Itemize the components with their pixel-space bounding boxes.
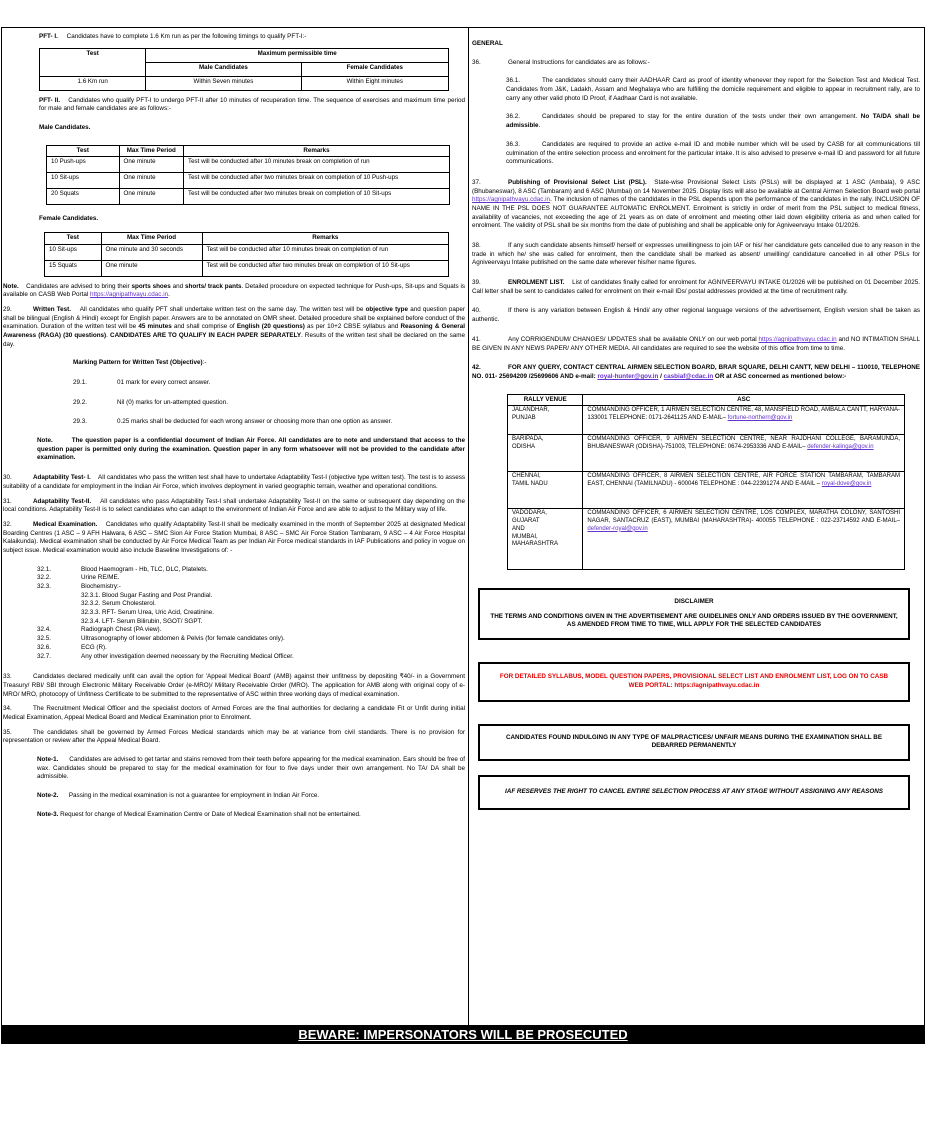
disclaimer-title: DISCLAIMER xyxy=(674,598,714,606)
p30-text: All candidates who pass the written test shall have to undertake Adaptability Test-I (objective type written test). The test is to assess suitability of a candidate for employment in the Indian Air Force, which involves deployment in varied geographic terrain, weather and operational conditions. xyxy=(3,474,465,490)
pft1-label: PFT- I. xyxy=(39,33,58,40)
male-heading xyxy=(3,124,465,133)
pft2-paragraph xyxy=(3,97,465,114)
table-row xyxy=(508,472,905,509)
contact-email-link[interactable]: royal-hunter@gov.in xyxy=(597,372,659,380)
p39-paragraph xyxy=(472,279,920,296)
p29-text: as per 10+2 CBSE syllabus and xyxy=(304,323,401,331)
asc-address: COMMANDING OFFICER, 6 AIRMEN SELECTION CENTRE, LOS COMPLEX, MARATHA COLONY, SANTOSHI NAGAR, SANTACRUZ (EAST), MUMBAI (MAHARASHTRA)- 400055 TELEPHONE : 022-23714592 AND E-MAIL– xyxy=(587,510,900,524)
note-text: . Detailed procedure on expected technique for Push-ups, Sit-ups and Squats is available on CASB Web Portal xyxy=(3,282,465,299)
list-item xyxy=(37,653,465,662)
p35-note3 xyxy=(3,811,465,820)
table-cell: 10 Sit-ups xyxy=(45,244,102,260)
pft2-text: Candidates who qualify PFT-I to undergo PFT-II after 10 minutes of recuperation time. The sequence of exercises and maximum time period for male and female candidates are as follows:- xyxy=(39,96,466,113)
p41-text: Any CORRIGENDUM/ CHANGES/ UPDATES shall be available ONLY on our web portal xyxy=(508,335,759,343)
item-text: Any other investigation deemed necessary by the Recruiting Medical Officer. xyxy=(81,652,294,660)
table-cell xyxy=(508,406,583,435)
table-cell xyxy=(508,509,583,570)
p31-title: Adaptability Test-II. xyxy=(33,497,92,505)
table-cell: One minute xyxy=(119,157,183,173)
p37-text: . The inclusion of names of the candidates in the PSL depends upon the performance of the candidates in the rally. INCLUSION OF NAME IN THE PSL DOES NOT GUARANTEE AUTOMATIC ENROLMENT. Enrolment is strictly in order of merit from the PSL subject to medical fitness, availability of vacancies, not exceeding the age of 21 years as on date of enrolment and meeting other laid down eligibility criteria as and when called for enrolment. The validity of PSL shall be six months from the date of publishing and shall be applicable only for Agniveervayu Intake 01/2026. xyxy=(472,196,920,230)
p39-title: ENROLMENT LIST. xyxy=(508,279,565,287)
table-row xyxy=(47,173,450,189)
p29-bold: English (20 questions) xyxy=(236,323,305,331)
p362-text: Candidates should be prepared to stay for the entire duration of the tests under their own arrangement. xyxy=(542,113,861,121)
p36-number: 36. xyxy=(472,58,481,66)
p29-note-text: The question paper is a confidential document of Indian Air Force. All candidates are to note and understand that access to the question paper is permitted only during the examination. Question paper in any form whatsoever will not be provided to the candidate after examination. xyxy=(37,437,465,462)
venue-line: ODISHA xyxy=(512,443,536,450)
table-cell: One minute xyxy=(101,260,202,276)
venue-line: CHENNAI, xyxy=(512,473,541,480)
item-text: Blood Haemogram - Hb, TLC, DLC, Platelets. xyxy=(81,565,208,573)
item-text: 32.3.3. RFT- Serum Urea, Uric Acid, Creatinine. xyxy=(81,609,214,617)
contact-email-link[interactable]: casbiaf@cdac.in xyxy=(663,372,714,380)
p362-paragraph xyxy=(472,113,920,130)
list-item xyxy=(37,644,465,653)
p35-number: 35. xyxy=(3,728,12,736)
venue-line: VADODARA, xyxy=(512,510,547,517)
malpractice-text: CANDIDATES FOUND INDULGING IN ANY TYPE OF MALPRACTICES/ UNFAIR MEANS DURING THE EXAMINATION SHALL BE DEBARRED PERMANENTLY xyxy=(505,733,883,750)
p33-text: Candidates declared medically unfit can avail the option for 'Appeal Medical Board' (AMB) against their unfitness by depositing ₹40/- in a Government Treasury/ RBI/ SBI through Electronic Military Receivable Order (e-MRO)/ Military Receivable Order (MRO). The application for AMB along with original copy of e-MRO/ MRO, photocopy of Unfitness Certificate to be submitted to the representative of ASC within three working days of medical examination. xyxy=(3,673,465,698)
table-cell: One minute xyxy=(119,189,183,205)
female-heading xyxy=(3,215,465,224)
p37-number: 37. xyxy=(472,178,481,186)
p29-bold: CANDIDATES ARE TO QUALIFY IN EACH PAPER SEPARATELY xyxy=(110,331,302,339)
iaf-rights-box xyxy=(478,775,910,810)
venue-line: PUNJAB xyxy=(512,414,536,421)
asc-address: COMMANDING OFFICER, 1 AIRMEN SELECTION CENTRE, 48, MANSFIELD ROAD, AMBALA CANTT, HARYANA- 133001 TELEPHONE: 0171-2641125 AND E-MAIL– xyxy=(587,407,900,421)
p35-text: The candidates shall be governed by Armed Forces Medical standards which may be at variance from civil standards. There is no provision for representation or review after the Appeal Medical Board. xyxy=(3,728,465,745)
item-text: 01 mark for every correct answer. xyxy=(117,379,211,387)
table-row xyxy=(45,260,449,276)
female-header-time: Max Time Period xyxy=(101,232,202,244)
asc-address: COMMANDING OFFICER, 9 AIRMEN SELECTION CENTRE, NEAR RAJDHANI COLLEGE, BARAMUNDA, BHUBANESWAR (ODISHA)-751003, TELEPHONE: 0674-2953336 AND E-MAIL– xyxy=(587,436,900,450)
note2-label: Note-2. xyxy=(37,792,59,800)
p29-paragraph xyxy=(3,306,465,349)
p30-paragraph xyxy=(3,474,465,491)
item-text: 32.3.4. LFT- Serum Bilirubin, SGOT/ SGPT. xyxy=(81,617,203,625)
p32-text: Candidates who qualify Adaptability Test-II shall be medically examined in the month of September 2025 at designated Medical Boarding Centres (1 ASC – 9 AFH Halwara, 6 ASC – SMC Sion Air Force Station Mumbai, 8 ASC – SMC Air Force Station Tambaram, 9 ASC – 4 Air Force Hospital Kalaikunda). Medical examination shall be conducted by Air Force Medical Team as per Indian Air Force medical standards in IAF Publications and policy in vogue on subject issue. Medical examination would also include Baseline Investigations of: - xyxy=(3,520,465,554)
venue-line: MUMBAI, xyxy=(512,533,538,540)
updates-portal-link[interactable]: https://agnipathvayu.cdac.in xyxy=(758,335,837,343)
p38-paragraph xyxy=(472,242,920,268)
p40-text: If there is any variation between English & Hindi/ any other regional language versions of the advertisement, English version shall be taken as authentic. xyxy=(472,307,920,324)
venue-line: GUJARAT xyxy=(512,517,540,524)
column-divider xyxy=(468,27,469,1026)
note-bold: sports shoes xyxy=(131,282,171,290)
female-heading-text: Female Candidates. xyxy=(39,215,99,223)
asc-email-link[interactable]: royal-dove@gov.in xyxy=(821,480,872,487)
venue-line: JALANDHAR, xyxy=(512,407,550,414)
p34-text: The Recruitment Medical Officer and the specialist doctors of Armed Forces are the final authorities for declaring a candidate Fit or Unfit during initial Medical Examination, Appeal Medical Board and Medical Examination prior to Enrolment. xyxy=(3,705,465,721)
venue-line: BARIPADA, xyxy=(512,436,544,443)
beware-text: BEWARE: IMPERSONATORS WILL BE PROSECUTED xyxy=(298,1027,628,1042)
note2-text: Passing in the medical examination is not a guarantee for employment in Indian Air Force. xyxy=(68,792,320,800)
item-text: 32.3.1. Blood Sugar Fasting and Post Prandial. xyxy=(81,591,213,599)
p361-text: The candidates should carry their AADHAAR Card as proof of identity whenever they report for the Selection Test and Medical Test. Candidates from J&K, Ladakh, Assam and Meghalaya who are fulfilling the domicile requirement and eligible to appear in recruitment rally, are to carry any other valid photo ID Proof, if Aadhaar Card is not available. xyxy=(506,77,920,102)
list-item xyxy=(37,618,465,627)
female-header-test: Test xyxy=(45,232,102,244)
item-text: ECG (R). xyxy=(81,643,107,651)
list-item xyxy=(37,583,465,592)
marking-suffix: :- xyxy=(202,359,207,367)
pft1-header-female: Female Candidates xyxy=(301,62,448,76)
left-column xyxy=(3,33,465,825)
table-cell xyxy=(508,472,583,509)
item-number: 32.6. xyxy=(37,643,52,651)
p29-bold: 45 minutes xyxy=(138,323,172,331)
table-cell xyxy=(508,435,583,472)
p30-number: 30. xyxy=(3,474,12,482)
item-text: 0.25 marks shall be deducted for each wrong answer or choosing more than one option as answer. xyxy=(117,418,393,426)
p41-paragraph xyxy=(472,336,920,353)
general-heading-text: GENERAL xyxy=(472,40,503,47)
asc-email-link[interactable]: defender-royal@gov.in xyxy=(587,525,648,532)
p35-note2 xyxy=(3,792,465,801)
pft1-header-male: Male Candidates xyxy=(146,62,301,76)
p32-paragraph xyxy=(3,521,465,556)
table-cell: Test will be conducted after two minutes break on completion of 10 Push-ups xyxy=(184,173,450,189)
note1-label: Note-1. xyxy=(37,756,59,764)
p35-paragraph xyxy=(3,729,465,746)
item-text: Biochemistry:- xyxy=(81,583,121,591)
table-cell: 20 Squats xyxy=(47,189,120,205)
venue-line: TAMIL NADU xyxy=(512,480,548,487)
table-cell: Within Seven minutes xyxy=(146,76,301,90)
item-text: 32.3.2. Serum Cholesterol. xyxy=(81,600,156,608)
table-row xyxy=(508,406,905,435)
p29-number: 29. xyxy=(3,305,12,313)
p362-bold: No TA/DA shall be admissible xyxy=(506,113,920,130)
table-cell: 10 Sit-ups xyxy=(47,173,120,189)
p363-paragraph xyxy=(472,141,920,167)
beware-banner xyxy=(1,1026,925,1044)
table-cell: Test will be conducted after 10 minutes break on completion of run xyxy=(202,244,448,260)
pft1-table xyxy=(39,48,449,91)
p36-text: General Instructions for candidates are as follows:- xyxy=(508,58,650,66)
p42-paragraph xyxy=(472,364,920,381)
p36-paragraph xyxy=(472,59,920,68)
list-item xyxy=(37,609,465,618)
female-table xyxy=(44,232,449,277)
rally-header-asc: ASC xyxy=(583,394,905,406)
asc-email-link[interactable]: fortune-northern@gov.in xyxy=(727,414,793,421)
item-number: 32.2. xyxy=(37,574,52,582)
casb-portal-link[interactable]: https://agnipathvayu.cdac.in xyxy=(90,291,169,299)
p42-text: OR at ASC concerned as mentioned below:- xyxy=(713,372,847,380)
p39-text: List of candidates finally called for enrolment for AGNIVEERVAYU INTAKE 01/2026 will be published on 01 December 2025. Call letter shall be sent to candidates called for enrolment on their e-mail IDs/ postal addresses provided at the time of recruitment rally. xyxy=(472,279,921,295)
p33-number: 33. xyxy=(3,673,12,681)
table-cell: One minute and 30 seconds xyxy=(101,244,202,260)
note-text: . xyxy=(168,291,170,299)
table-cell: Test will be conducted after two minutes break on completion of 10 Sit-ups xyxy=(202,260,448,276)
male-table xyxy=(46,145,450,206)
table-cell: 10 Push-ups xyxy=(47,157,120,173)
marking-title: Marking Pattern for Written Test (Objective) xyxy=(73,359,203,367)
p30-title: Adaptability Test- I. xyxy=(33,474,91,482)
syllabus-box xyxy=(478,662,910,701)
item-number: 32.5. xyxy=(37,635,52,643)
p35-note1 xyxy=(3,756,465,782)
table-row xyxy=(508,509,905,570)
p32-title: Medical Examination. xyxy=(33,520,98,528)
right-column xyxy=(472,33,920,810)
p363-number: 36.3. xyxy=(506,140,521,148)
table-cell xyxy=(583,509,905,570)
table-cell: 1.6 Km run xyxy=(40,76,146,90)
p38-number: 38. xyxy=(472,242,481,249)
p39-number: 39. xyxy=(472,279,481,287)
note3-text: Request for change of Medical Examination Centre or Date of Medical Examination shall not be entertained. xyxy=(60,810,361,818)
male-heading-text: Male Candidates. xyxy=(39,124,91,132)
table-cell: Test will be conducted after two minutes break on completion of 10 Sit-ups xyxy=(184,189,450,205)
p29-text: and question paper shall be bilingual (English & Hindi) except for English paper. Answers are to be annotated on OMR sheet. Detailed procedure shall be explained before conduct of the examination. Duration of the written test will be xyxy=(3,305,466,331)
item-text: Ultrasonography of lower abdomen & Pelvis (for female candidates only). xyxy=(81,635,285,643)
p41-text: and NO INTIMATION SHALL BE GIVEN IN ANY NEWS PAPER/ ANY OTHER MEDIA. All candidates are required to see the website of this office from time to time. xyxy=(472,335,920,352)
pft1-text: Candidates have to complete 1.6 Km run as per the following timings to qualify PFT-I:- xyxy=(66,33,307,40)
note1-text: Candidates are advised to get tartar and stains removed from their teeth before appearing for the medical examination. Ears should be free of wax. Candidates should be prepared to stay for the medical examination for four to five days under their own arrangement. No TA/ DA shall be admissible. xyxy=(37,756,465,781)
table-row xyxy=(47,157,450,173)
p38-text: If any such candidate absents himself/ herself or expresses unwillingness to join IAF or his/ her candidature gets cancelled due to any reason in the trade in which he/ she was called for enrolment, then the candidate shall be marked as absent/ unwilling/ candidature cancelled in all other PSLs for Agniveervayu Intake published on the same date wherever his/her name figures. xyxy=(472,242,920,267)
female-header-remarks: Remarks xyxy=(202,232,448,244)
item-number: 29.3. xyxy=(73,418,88,426)
note-text: and xyxy=(170,282,185,290)
p361-paragraph xyxy=(472,77,920,103)
pft1-paragraph xyxy=(3,33,465,42)
item-number: 29.1. xyxy=(73,379,88,387)
p34-number: 34. xyxy=(3,705,12,713)
p29-bold: objective type xyxy=(365,305,409,313)
note-bold: shorts/ track pants xyxy=(185,282,242,290)
note-paragraph xyxy=(3,283,465,300)
p362-end: . xyxy=(538,122,541,130)
pft1-header-test: Test xyxy=(40,48,146,76)
list-item xyxy=(37,574,465,583)
p362-number: 36.2. xyxy=(506,113,521,121)
pft1-header-max: Maximum permissible time xyxy=(146,48,449,62)
p34-paragraph xyxy=(3,705,465,722)
list-item xyxy=(37,635,465,644)
pft2-label: PFT- II. xyxy=(39,96,60,104)
item-text: Radiograph Chest (PA view). xyxy=(81,626,162,634)
male-header-time: Max Time Period xyxy=(119,145,183,157)
table-cell xyxy=(583,472,905,509)
note-label: Note. xyxy=(3,282,19,290)
p29-title: Written Test. xyxy=(33,305,71,313)
item-number: 32.3. xyxy=(37,583,52,591)
table-cell: Within Eight minutes xyxy=(301,76,448,90)
p40-paragraph xyxy=(472,307,920,324)
table-row xyxy=(508,435,905,472)
table-row xyxy=(40,76,449,90)
malpractice-box xyxy=(478,724,910,761)
male-header-test: Test xyxy=(47,145,120,157)
p29-note xyxy=(3,437,465,463)
list-item xyxy=(37,592,465,601)
venue-line: MAHARASHTRA xyxy=(512,541,559,548)
table-cell: Test will be conducted after 10 minutes break on completion of run xyxy=(184,157,450,173)
item-number: 29.2. xyxy=(73,398,88,406)
p40-number: 40. xyxy=(472,307,481,315)
p42-text: FOR ANY QUERY, CONTACT CENTRAL AIRMEN SELECTION BOARD, BRAR SQUARE, DELHI CANTT, NEW DELHI – 110010, TELEPHONE NO. 011- 25694209 /25699606 AND e-mail: xyxy=(472,364,920,380)
table-cell xyxy=(583,435,905,472)
p32-number: 32. xyxy=(3,520,12,528)
psl-portal-link[interactable]: https://agnipathvayu.cdac.in xyxy=(472,196,551,204)
item-text: Urine RE/ME. xyxy=(81,574,120,582)
list-item xyxy=(37,566,465,575)
p37-text: State-wise Provisional Select Lists (PSLs) will be displayed at 1 ASC (Ambala), 9 ASC (Bhubaneswar), 8 ASC (Tambaram) and 6 ASC (Mumbai) on 14 November 2025. Display lists will also be available at Central Airmen Selection Board web portal xyxy=(472,178,920,195)
rally-header-venue: RALLY VENUE xyxy=(508,394,583,406)
iaf-rights-text: IAF RESERVES THE RIGHT TO CANCEL ENTIRE SELECTION PROCESS AT ANY STAGE WITHOUT ASSIGNING ANY REASONS xyxy=(505,787,883,795)
asc-address: COMMANDING OFFICER, 8 AIRMEN SELECTION CENTRE, AIR FORCE STATION TAMBARAM, TAMBARAM EAST, CHENNAI (TAMILNADU) - 600046 TELEPHONE : 044-22391274 AND E-MAIL – xyxy=(587,473,900,487)
p32-investigations xyxy=(3,566,465,662)
p31-paragraph xyxy=(3,498,465,515)
table-row xyxy=(45,244,449,260)
list-item xyxy=(3,379,465,388)
table-cell: 15 Squats xyxy=(45,260,102,276)
p29-text: . xyxy=(106,331,111,339)
p361-number: 36.1. xyxy=(506,77,521,85)
item-text: Nil (0) marks for un-attempted question. xyxy=(117,398,228,406)
p41-number: 41. xyxy=(472,335,481,343)
p29-text: All candidates who qualify PFT shall undertake written test on the same day. The written test will be xyxy=(79,305,366,313)
venue-line: AND xyxy=(512,525,525,532)
p29-bold: Reasoning & General Awareness (RAGA) (30 questions) xyxy=(3,323,465,339)
p33-paragraph xyxy=(3,673,465,699)
table-cell: One minute xyxy=(119,173,183,189)
p42-number: 42. xyxy=(472,364,481,372)
p31-number: 31. xyxy=(3,497,12,505)
note3-label: Note-3. xyxy=(37,810,59,818)
p37-title: Publishing of Provisional Select List (PSL). xyxy=(508,178,647,186)
note-text: Candidates are advised to bring their xyxy=(26,282,132,290)
item-number: 32.1. xyxy=(37,565,52,573)
p42-separator: / xyxy=(658,372,664,380)
p363-text: Candidates are required to provide an active e-mail ID and mobile number which will be used by CASB for all communications till culmination of the entire selection process and enrolment for the particular intake. It is also advised to preserve e-mail ID and password for all future communications. xyxy=(506,140,920,166)
rally-table xyxy=(507,394,905,571)
marking-pattern-heading xyxy=(3,359,465,368)
p37-paragraph xyxy=(472,179,920,231)
general-heading xyxy=(472,40,920,49)
disclaimer-text: THE TERMS AND CONDITIONS GIVEN IN THE ADVERTISEMENT ARE GUIDELINES ONLY AND ORDERS ISSUED BY THE GOVERNMENT, AS AMENDED FROM TIME TO TIME, WILL APPLY FOR THE SELECTED CANDIDATES xyxy=(490,612,898,629)
list-item xyxy=(37,600,465,609)
p29-text: and shall comprise of xyxy=(171,323,237,331)
item-number: 32.7. xyxy=(37,652,52,660)
list-item xyxy=(37,626,465,635)
asc-email-link[interactable]: defender-kalinga@gov.in xyxy=(807,443,874,450)
syllabus-text: FOR DETAILED SYLLABUS, MODEL QUESTION PAPERS, PROVISIONAL SELECT LIST AND ENROLMENT LIST, LOG ON TO CASB WEB PORTAL: https://agnipathvayu.cdac.in xyxy=(499,673,889,689)
item-number: 32.4. xyxy=(37,626,52,634)
p29-note-label: Note. xyxy=(37,437,53,445)
disclaimer-box xyxy=(478,588,910,640)
p31-text: All candidates who pass Adaptability Test-I shall undertake Adaptability Test-II on the same or subsequent day depending on the local conditions. Adaptability Test-II is to select candidates who can adapt to the environment of Indian Air Force and are able to adjust to the Military way of life. xyxy=(3,497,466,514)
list-item xyxy=(3,399,465,408)
p29-text: . Results of the written test shall be declared on the same day. xyxy=(3,331,466,348)
list-item xyxy=(3,418,465,427)
male-header-remarks: Remarks xyxy=(184,145,450,157)
table-cell xyxy=(583,406,905,435)
table-row xyxy=(47,189,450,205)
